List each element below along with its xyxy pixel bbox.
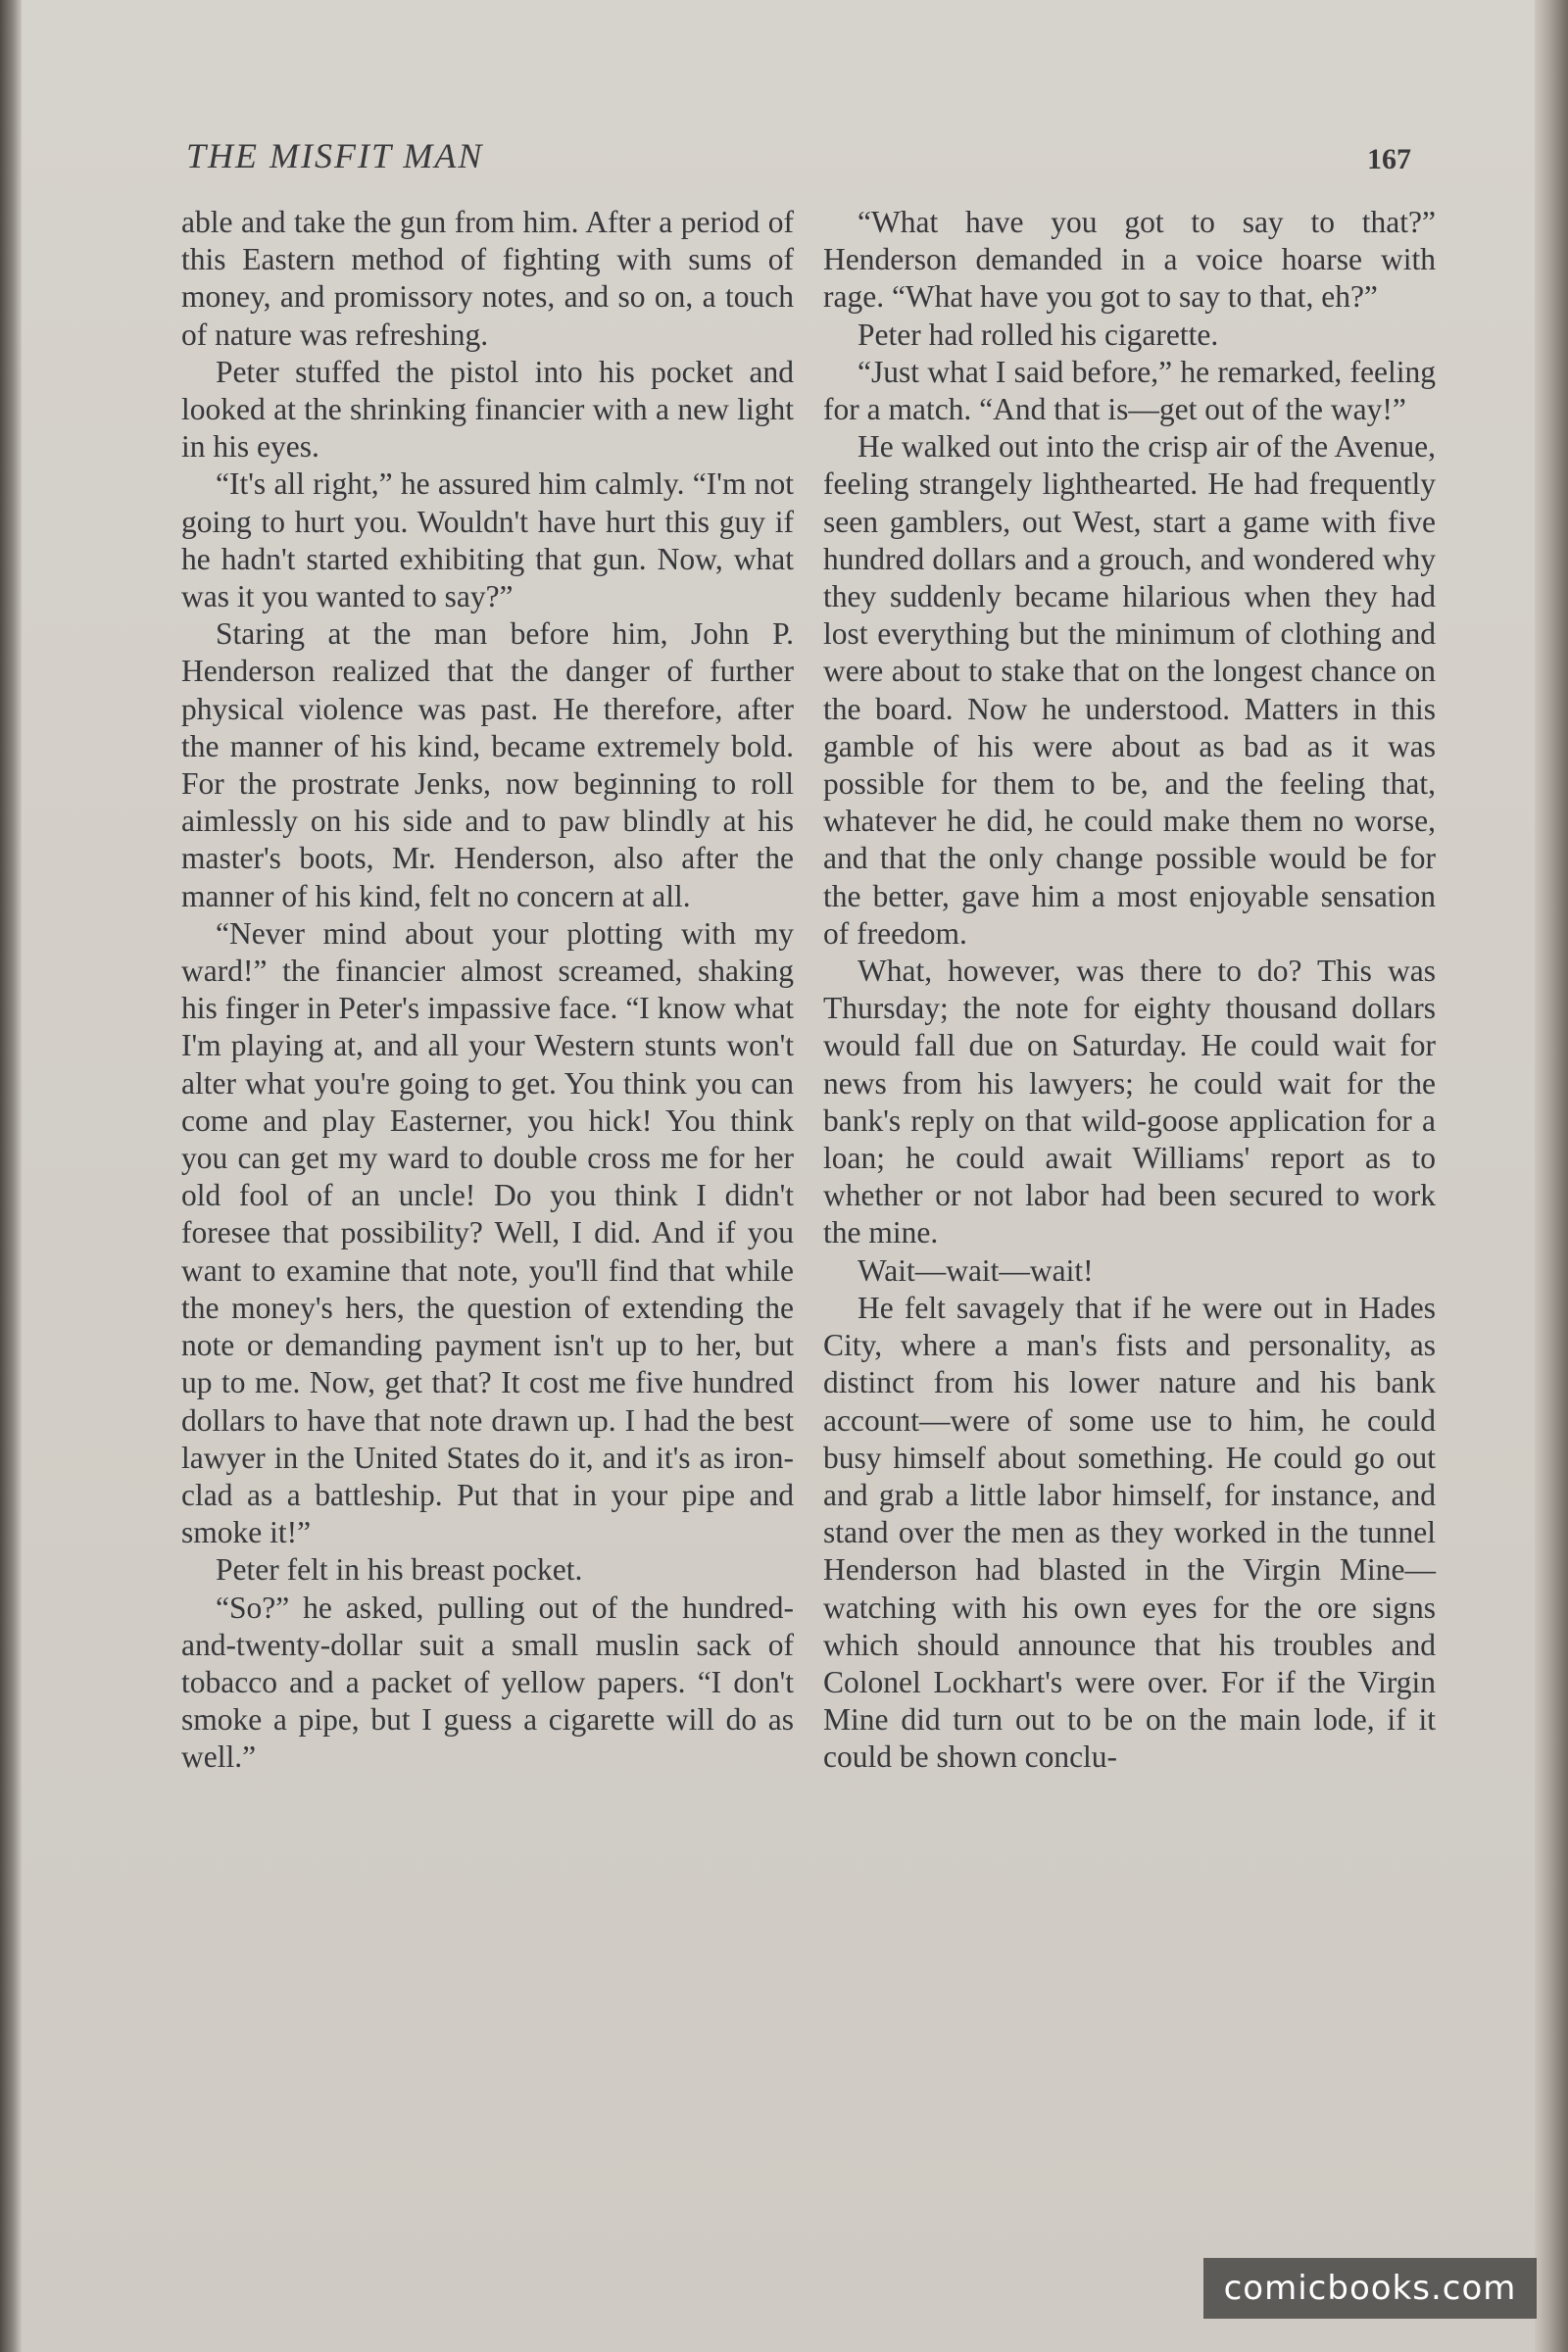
paragraph: Peter felt in his breast pocket. [216, 1552, 583, 1588]
page-header [186, 135, 1411, 184]
left-column [181, 204, 794, 1777]
paragraph: “Never mind about your plotting with my ward!” the financier almost screamed, shaking his finger in Peter's impassive face. “I know what I'm playing at, and all your Western stunts won't alter what you're going to get. You think you can come and play Easterner, you hick! You think you can get my ward to double cross me for her old fool of an uncle! Do you think I didn't foresee that possibility? Well, I did. And if you want to examine that note, you'll find that while the money's hers, the question of extending the note or demanding payment isn't up to her, but up to me. Now, get that? It cost me five hundred dollars to have that note drawn up. I had the best lawyer in the United States do it, and it's as iron-clad as a battleship. Put that in your pipe and smoke it!” [181, 915, 794, 1550]
paragraph: “Just what I said before,” he remarked, feeling for a match. “And that is—get out of the way!” [823, 354, 1436, 427]
page-edge [1535, 0, 1568, 2352]
book-spine-shadow [0, 0, 22, 2352]
paragraph: He felt savagely that if he were out in Hades City, where a man's fists and personality, as distinct from his lower nature and his bank account—were of some use to him, he could busy himself about something. He could go out and grab a little labor himself, for instance, and stand over the men as they worked in the tunnel Henderson had blasted in the Virgin Mine—watching with his own eyes for the ore signs which should announce that his troubles and Colonel Lockhart's were over. For if the Virgin Mine did turn out to be on the main lode, if it could be shown conclu- [823, 1290, 1436, 1775]
paragraph: “So?” he asked, pulling out of the hundred-and-twenty-dollar suit a small muslin sack of tobacco and a packet of yellow papers. “I don't smoke a pipe, but I guess a cigarette will do as well.” [181, 1590, 794, 1775]
paragraph: “What have you got to say to that?” Henderson demanded in a voice hoarse with rage. “What have you got to say to that, eh?” [823, 205, 1436, 315]
paragraph: Peter stuffed the pistol into his pocket and looked at the shrinking financier with a new light in his eyes. [181, 354, 794, 465]
paragraph: He walked out into the crisp air of the Avenue, feeling strangely lighthearted. He had frequently seen gamblers, out West, start a game with five hundred dollars and a grouch, and wondered why they suddenly became hilarious when they had lost everything but the minimum of clothing and were about to stake that on the longest chance on the board. Now he understood. Matters in this gamble of his were about as bad as it was possible for them to be, and the feeling that, whatever he did, he could make them no worse, and that the only change possible would be for the better, gave him a most enjoyable sensation of freedom. [823, 429, 1436, 951]
page-number: 167 [1367, 143, 1411, 175]
watermark: comicbooks.com [1203, 2258, 1537, 2319]
paragraph: “It's all right,” he assured him calmly. “I'm not going to hurt you. Wouldn't have hurt this guy if he hadn't started exhibiting that gun. Now, what was it you wanted to say?” [181, 466, 794, 614]
paragraph: Peter had rolled his cigarette. [858, 317, 1219, 352]
paragraph: Wait—wait—wait! [858, 1252, 1094, 1288]
paragraph: What, however, was there to do? This was Thursday; the note for eighty thousand dollars would fall due on Saturday. He could wait for news from his lawyers; he could wait for the bank's reply on that wild-goose application for a loan; he could await Williams' report as to whether or not labor had been secured to work the mine. [823, 954, 1436, 1250]
paragraph: able and take the gun from him. After a period of this Eastern method of fighting with sums of money, and promissory notes, and so on, a touch of nature was refreshing. [181, 205, 794, 352]
right-column [823, 204, 1436, 1777]
paragraph: Staring at the man before him, John P. Henderson realized that the danger of further physical violence was past. He therefore, after the manner of his kind, became extremely bold. For the prostrate Jenks, now beginning to roll aimlessly on his side and to paw blindly at his master's boots, Mr. Henderson, also after the manner of his kind, felt no concern at all. [181, 616, 794, 913]
running-title: THE MISFIT MAN [186, 136, 484, 175]
